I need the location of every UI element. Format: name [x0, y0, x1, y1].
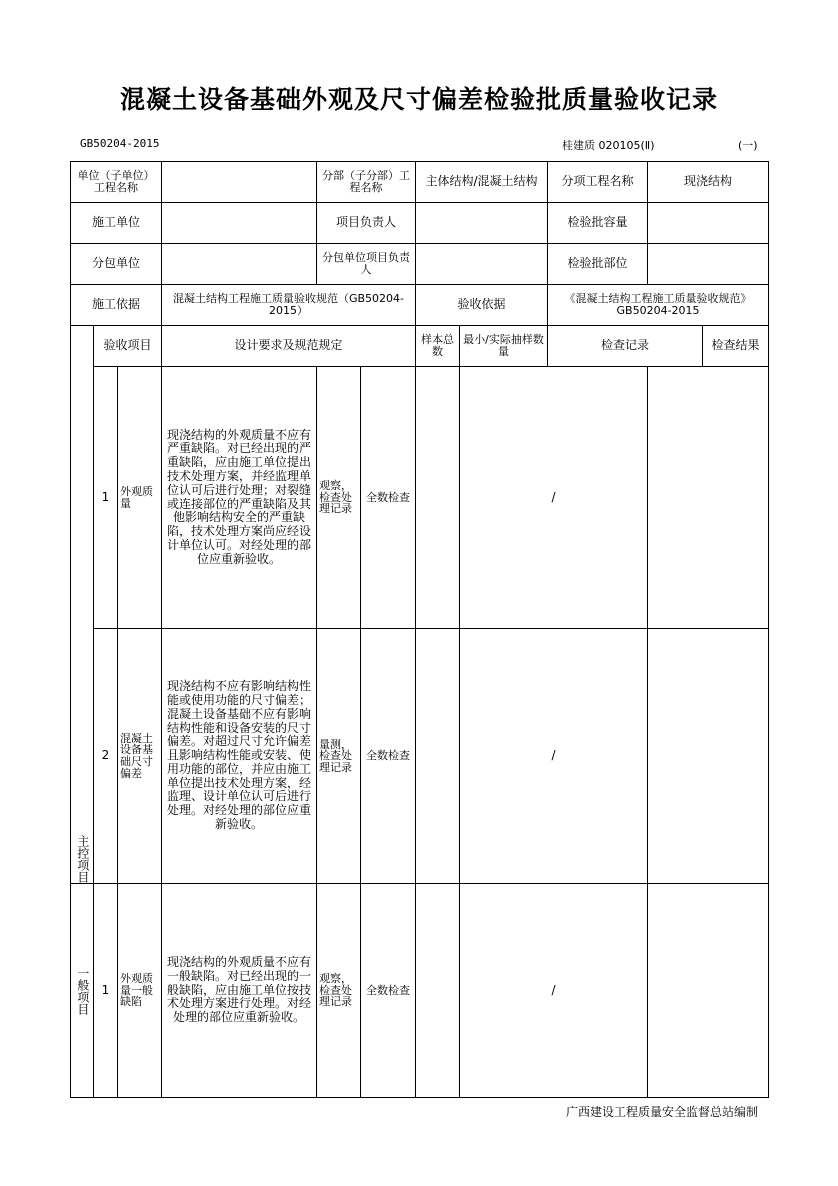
main-control-group-label: 主控项目 [75, 835, 90, 883]
item-name: 外观质量 [118, 367, 162, 629]
item-requirement: 现浇结构的外观质量不应有一般缺陷。对已经出现的一般缺陷，应由施工单位按技术处理方案进行处理。对经处理的部位应重新验收。 [162, 884, 317, 1098]
acceptance-basis-value: 《混凝土结构工程施工质量验收规范》GB50204-2015 [548, 285, 769, 326]
inspection-form-table [70, 161, 769, 1098]
inspection-quantity: 全数检查 [361, 884, 416, 1098]
sample-total-field[interactable] [416, 629, 460, 884]
min-actual-field[interactable]: / [460, 367, 648, 629]
inspection-method: 量测，检查处理记录 [317, 629, 361, 884]
col-requirement-header: 设计要求及规范规定 [162, 326, 416, 367]
form-code: 桂建质 020105(Ⅱ) [562, 139, 655, 152]
inspection-quantity: 全数检查 [361, 629, 416, 884]
item-requirement: 现浇结构的外观质量不应有严重缺陷。对已经出现的严重缺陷，应由施工单位提出技术处理方案，并经监理单位认可后进行处理；对裂缝或连接部位的严重缺陷及其他影响结构安全的严重缺陷，技术处理方案尚应经设计单位认可。对经处理的部位应重新验收。 [162, 367, 317, 629]
general-group-cell [71, 884, 94, 1098]
row-number: 1 [94, 367, 118, 629]
row-number: 2 [94, 629, 118, 884]
check-record-field[interactable] [648, 884, 769, 1098]
subcontractor-label: 分包单位 [71, 244, 162, 285]
min-actual-field[interactable]: / [460, 884, 648, 1098]
table-row [71, 629, 769, 884]
inspection-method: 观察，检查处理记录 [317, 367, 361, 629]
main-control-group-cell [71, 326, 94, 884]
construction-basis-value: 混凝土结构工程施工质量验收规范（GB50204-2015） [162, 285, 416, 326]
sample-total-field[interactable] [416, 884, 460, 1098]
batch-part-field[interactable] [648, 244, 769, 285]
batch-part-label: 检验批部位 [548, 244, 648, 285]
contractor-label: 施工单位 [71, 203, 162, 244]
sample-total-field[interactable] [416, 367, 460, 629]
acceptance-basis-label: 验收依据 [416, 285, 548, 326]
standard-number: GB50204-2015 [80, 137, 160, 150]
col-sample-total-header: 样本总数 [416, 326, 460, 367]
col-min-actual-header: 最小/实际抽样数量 [460, 326, 548, 367]
division-name-label: 分部（子分部）工程名称 [317, 162, 416, 203]
subitem-name-field[interactable]: 现浇结构 [648, 162, 769, 203]
batch-capacity-field[interactable] [648, 203, 769, 244]
subcontractor-pm-field[interactable] [416, 244, 548, 285]
construction-basis-label: 施工依据 [71, 285, 162, 326]
item-requirement: 现浇结构不应有影响结构性能或使用功能的尺寸偏差；混凝土设备基础不应有影响结构性能和设备安装的尺寸偏差。对超过尺寸允许偏差且影响结构性能或安装、使用功能的部位，并应由施工单位提出技术处理方案，经监理、设计单位认可后进行处理。对经处理的部位应重新验收。 [162, 629, 317, 884]
inspection-method: 观察，检查处理记录 [317, 884, 361, 1098]
unit-name-field[interactable] [162, 162, 317, 203]
batch-capacity-label: 检验批容量 [548, 203, 648, 244]
inspection-quantity: 全数检查 [361, 367, 416, 629]
page-title: 混凝土设备基础外观及尺寸偏差检验批质量验收记录 [119, 85, 718, 114]
check-record-field[interactable] [648, 629, 769, 884]
item-name: 外观质量一般缺陷 [118, 884, 162, 1098]
row-number: 1 [94, 884, 118, 1098]
project-manager-field[interactable] [416, 203, 548, 244]
col-record-header: 检查记录 [548, 326, 703, 367]
contractor-field[interactable] [162, 203, 317, 244]
col-item-header: 验收项目 [94, 326, 162, 367]
project-manager-label: 项目负责人 [317, 203, 416, 244]
general-group-label: 一般项目 [75, 966, 90, 1015]
subcontractor-field[interactable] [162, 244, 317, 285]
subcontractor-pm-label: 分包单位项目负责人 [317, 244, 416, 285]
table-row [71, 367, 769, 629]
footer-compiler: 广西建设工程质量安全监督总站编制 [565, 1105, 758, 1119]
min-actual-field[interactable]: / [460, 629, 648, 884]
check-record-field[interactable] [648, 367, 769, 629]
subitem-name-label: 分项工程名称 [548, 162, 648, 203]
col-result-header: 检查结果 [703, 326, 769, 367]
division-name-field[interactable]: 主体结构/混凝土结构 [416, 162, 548, 203]
unit-name-label: 单位（子单位）工程名称 [71, 162, 162, 203]
item-name: 混凝土设备基础尺寸偏差 [118, 629, 162, 884]
sequence-number: (一) [738, 139, 758, 152]
table-row [71, 884, 769, 1098]
